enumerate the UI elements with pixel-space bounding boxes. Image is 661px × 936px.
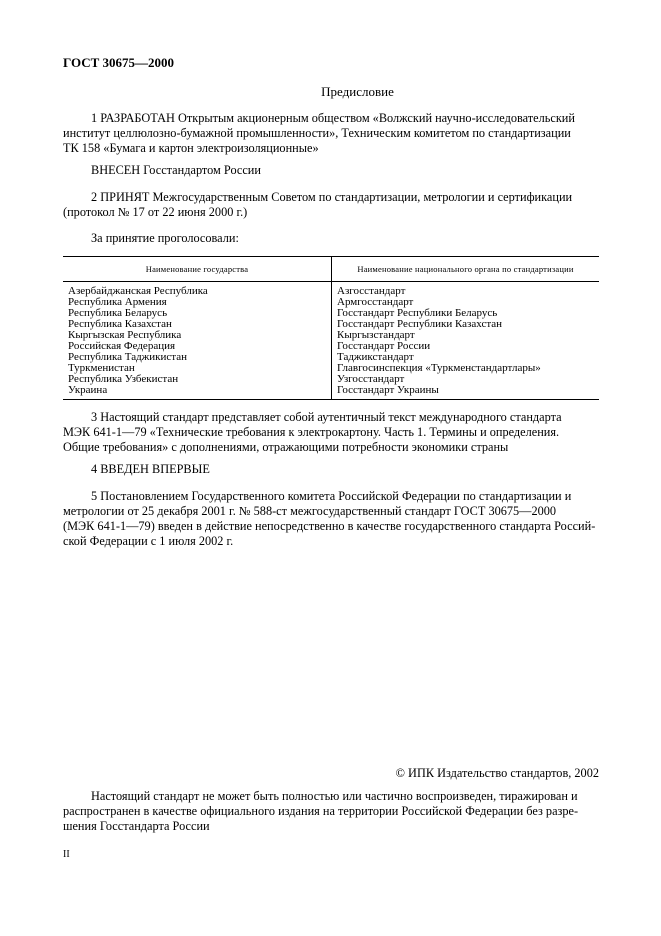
text-line: ской Федерации с 1 июля 2002 г. <box>63 534 234 548</box>
text-line: МЭК 641-1—79 «Технические требования к электрокартону. Часть 1. Термины и определения. <box>63 425 560 439</box>
column-header-body: Наименование национального органа по стандартизации <box>332 257 600 282</box>
text-line: (протокол № 17 от 22 июня 2000 г.) <box>63 205 248 219</box>
text-line: (МЭК 641-1—79) введен в действие непосредственно в качестве государственного стандарта Россий- <box>63 519 596 533</box>
table-row <box>63 282 599 400</box>
paragraph-developed <box>63 111 599 156</box>
text-line: институт целлюлозно-бумажной промышленности», Техническим комитетом по стандартизации <box>63 126 571 140</box>
paragraph-adopted <box>63 190 599 220</box>
column-header-state: Наименование государства <box>63 257 332 282</box>
state-name: Туркменистан <box>68 362 135 374</box>
standards-body-name: Главгосинспекция «Туркменстандартлары» <box>337 362 541 374</box>
state-name: Республика Таджикистан <box>68 351 187 363</box>
copyright: © ИПК Издательство стандартов, 2002 <box>395 766 599 780</box>
text-line: Настоящий стандарт не может быть полностью или частично воспроизведен, тиражирован и <box>91 789 578 803</box>
text-line: 5 Постановлением Государственного комитета Российской Федерации по стандартизации и <box>91 489 572 503</box>
voting-table <box>63 256 599 400</box>
page-number: II <box>63 849 70 860</box>
text-line: 1 РАЗРАБОТАН Открытым акционерным обществом «Волжский научно-исследовательский <box>91 111 575 125</box>
standards-body-name: Госстандарт Украины <box>337 384 439 396</box>
paragraph-authentic-text <box>63 410 599 455</box>
state-name: Украина <box>68 384 108 396</box>
text-line: ТК 158 «Бумага и картон электроизоляционные» <box>63 141 319 155</box>
state-name: Республика Беларусь <box>68 307 168 319</box>
state-name: Кыргызская Республика <box>68 329 182 341</box>
standards-body-name: Госстандарт Республики Беларусь <box>337 307 498 319</box>
voted-label: За принятие проголосовали: <box>91 231 239 245</box>
standards-body-name: Азгосстандарт <box>337 285 406 297</box>
table-header-row <box>63 257 599 282</box>
reproduction-notice <box>63 789 599 834</box>
text-line: шения Госстандарта России <box>63 819 210 833</box>
state-name: Республика Армения <box>68 296 167 308</box>
states-column <box>63 282 332 400</box>
text-line: распространен в качестве официального издания на территории Российской Федерации без разре- <box>63 804 579 818</box>
standards-body-name: Госстандарт России <box>337 340 431 352</box>
standards-body-name: Узгосстандарт <box>337 373 405 385</box>
standards-body-name: Кыргызстандарт <box>337 329 415 341</box>
state-name: Российская Федерация <box>68 340 176 352</box>
page-title: Предисловие <box>321 84 394 99</box>
paragraph-first-introduced: 4 ВВЕДЕН ВПЕРВЫЕ <box>91 462 210 476</box>
standards-body-name: Госстандарт Республики Казахстан <box>337 318 503 330</box>
paragraph-introduced: ВНЕСЕН Госстандартом России <box>91 163 261 177</box>
text-line: метрологии от 25 декабря 2001 г. № 588-ст межгосударственный стандарт ГОСТ 30675—2000 <box>63 504 557 518</box>
state-name: Республика Казахстан <box>68 318 172 330</box>
bodies-column <box>332 282 600 400</box>
text-line: Общие требования» с дополнениями, отражающими потребности экономики страны <box>63 440 509 454</box>
text-line: 2 ПРИНЯТ Межгосударственным Советом по стандартизации, метрологии и сертификации <box>91 190 573 204</box>
paragraph-resolution <box>63 489 599 549</box>
document-id: ГОСТ 30675—2000 <box>63 55 175 70</box>
standards-body-name: Армгосстандарт <box>337 296 414 308</box>
state-name: Республика Узбекистан <box>68 373 179 385</box>
state-name: Азербайджанская Республика <box>68 285 208 297</box>
standards-body-name: Таджикстандарт <box>337 351 414 363</box>
text-line: 3 Настоящий стандарт представляет собой аутентичный текст международного стандарта <box>91 410 562 424</box>
